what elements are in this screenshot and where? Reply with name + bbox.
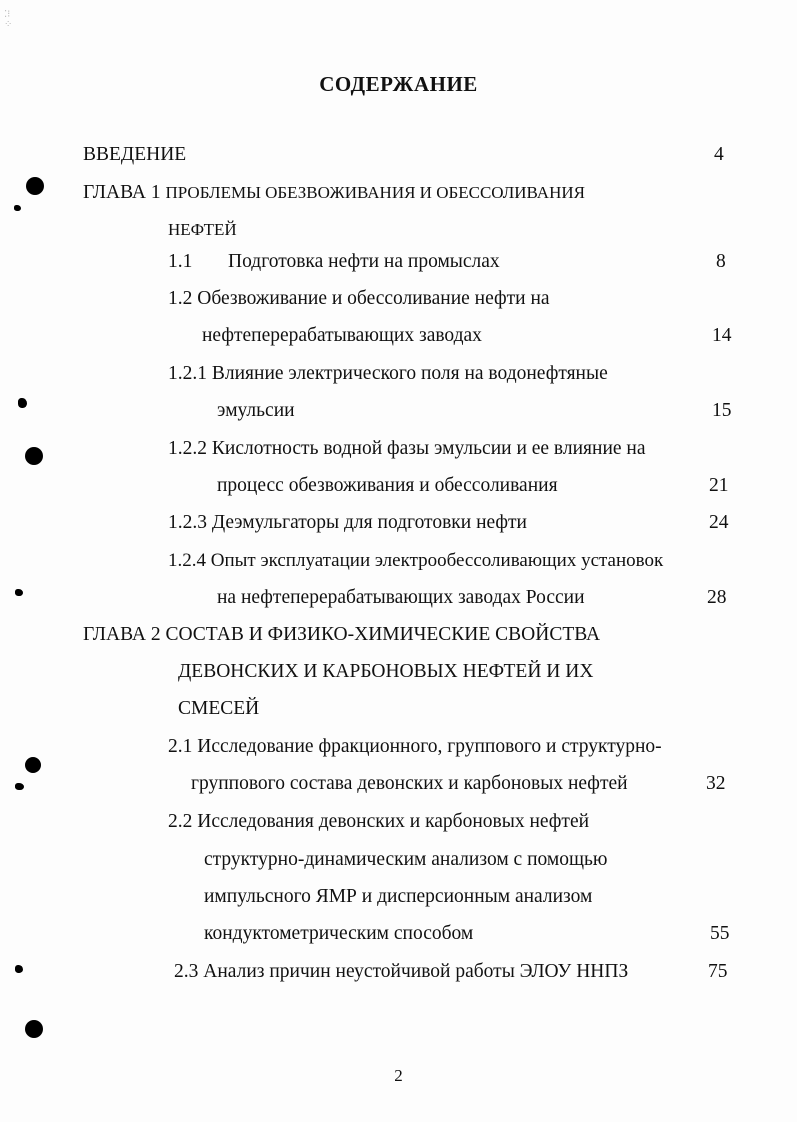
scan-speck: [15, 965, 23, 973]
toc-section-1-2-line2: нефтеперерабатывающих заводах: [202, 325, 482, 346]
scan-corner-mark: ⁚⁝ ⁘: [4, 9, 13, 30]
toc-section-1-2-4-line2: на нефтеперерабатывающих заводах России: [217, 587, 585, 608]
toc-section-1-2-4-page: 28: [707, 587, 727, 608]
toc-section-2-2-line3: импульсного ЯМР и дисперсионным анализом: [204, 886, 593, 907]
toc-intro-page: 4: [714, 144, 724, 165]
punch-hole: [25, 1020, 43, 1038]
toc-section-2-3-page: 75: [708, 961, 728, 982]
toc-chapter-2-line1: ГЛАВА 2 СОСТАВ И ФИЗИКО-ХИМИЧЕСКИЕ СВОЙСТВА: [83, 624, 601, 645]
toc-chapter-1-title: ПРОБЛЕМЫ ОБЕЗВОЖИВАНИЯ И ОБЕССОЛИВАНИЯ: [165, 183, 585, 202]
toc-section-1-1-label: Подготовка нефти на промыслах: [228, 251, 500, 272]
page-number: 2: [394, 1066, 403, 1085]
toc-section-1-2-line1: 1.2 Обезвоживание и обессоливание нефти на: [168, 288, 550, 309]
toc-section-1-2-1-line1: 1.2.1 Влияние электрического поля на водонефтяные: [168, 363, 608, 384]
toc-section-1-1-page: 8: [716, 251, 726, 272]
scan-speck: [18, 398, 27, 408]
toc-section-1-2-4-line1: 1.2.4 Опыт эксплуатации электрообессоливающих установок: [168, 550, 664, 571]
toc-section-2-3-line1: 2.3 Анализ причин неустойчивой работы ЭЛОУ ННПЗ: [174, 961, 629, 982]
toc-chapter-1-prefix: ГЛАВА 1: [83, 182, 166, 203]
toc-section-1-2-2-line2: процесс обезвоживания и обессоливания: [217, 475, 558, 496]
toc-section-1-2-1-line2: эмульсии: [217, 400, 295, 421]
toc-section-2-1-line2: группового состава девонских и карбоновых нефтей: [191, 773, 628, 794]
punch-hole: [26, 177, 44, 195]
toc-chapter-1: [83, 181, 585, 205]
toc-chapter-2-line3: СМЕСЕЙ: [178, 698, 260, 719]
scan-speck: [14, 205, 21, 211]
toc-section-1-2-3-line1: 1.2.3 Деэмульгаторы для подготовки нефти: [168, 512, 527, 533]
toc-chapter-1-title-cont: НЕФТЕЙ: [168, 220, 237, 239]
toc-section-1-2-page: 14: [712, 325, 732, 346]
toc-section-1-2-2-line1: 1.2.2 Кислотность водной фазы эмульсии и ее влияние на: [168, 438, 646, 459]
toc-chapter-2-line2: ДЕВОНСКИХ И КАРБОНОВЫХ НЕФТЕЙ И ИХ: [178, 661, 594, 682]
toc-intro-label: ВВЕДЕНИЕ: [83, 144, 187, 165]
toc-section-1-2-1-page: 15: [712, 400, 732, 421]
toc-section-1-2-2-page: 21: [709, 475, 729, 496]
toc-section-2-1-page: 32: [706, 773, 726, 794]
page-title: СОДЕРЖАНИЕ: [319, 72, 478, 96]
toc-section-1-2-3-page: 24: [709, 512, 729, 533]
punch-hole: [25, 757, 41, 773]
toc-section-2-2-line4: кондуктометрическим способом: [204, 923, 474, 944]
toc-section-2-1-line1: 2.1 Исследование фракционного, группового и структурно-: [168, 736, 662, 757]
scan-speck: [15, 783, 24, 790]
toc-section-2-2-line1: 2.2 Исследования девонских и карбоновых нефтей: [168, 811, 590, 832]
toc-section-2-2-page: 55: [710, 923, 730, 944]
scan-speck: [15, 589, 23, 596]
toc-section-1-1-num: 1.1: [168, 251, 193, 272]
punch-hole: [25, 447, 43, 465]
toc-section-2-2-line2: структурно-динамическим анализом с помощью: [204, 849, 608, 870]
